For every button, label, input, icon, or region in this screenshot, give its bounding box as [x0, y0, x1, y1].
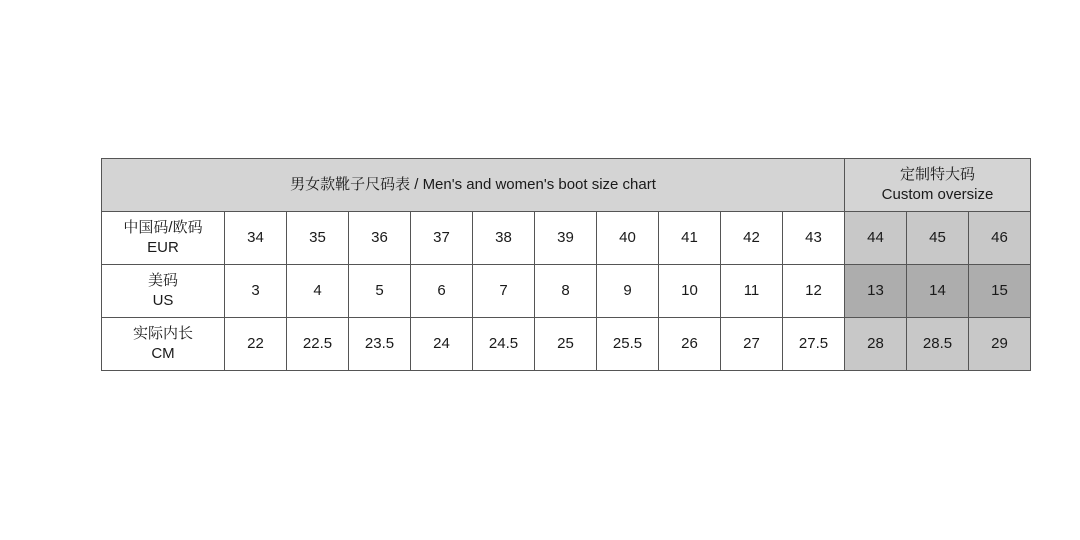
cell-eur-9: 43: [783, 212, 845, 265]
cell-us-1: 4: [287, 265, 349, 318]
cell-us-8: 11: [721, 265, 783, 318]
row-label-us-cn: 美码: [147, 271, 178, 289]
cell-us-0: 3: [225, 265, 287, 318]
cell-cm-11: 28.5: [907, 318, 969, 371]
cell-eur-12: 46: [969, 212, 1031, 265]
cell-eur-4: 38: [473, 212, 535, 265]
table-header-row: [102, 159, 1031, 212]
row-label-eur-cn: 中国码/欧码: [123, 218, 203, 236]
table-row-us: [102, 265, 1031, 318]
cell-cm-4: 24.5: [473, 318, 535, 371]
cell-us-9: 12: [783, 265, 845, 318]
cell-cm-1: 22.5: [287, 318, 349, 371]
cell-eur-0: 34: [225, 212, 287, 265]
cell-cm-6: 25.5: [597, 318, 659, 371]
cell-us-6: 9: [597, 265, 659, 318]
cell-eur-6: 40: [597, 212, 659, 265]
cell-us-5: 8: [535, 265, 597, 318]
cell-cm-12: 29: [969, 318, 1031, 371]
cell-us-4: 7: [473, 265, 535, 318]
cell-eur-11: 45: [907, 212, 969, 265]
row-label-us: [102, 265, 225, 318]
cell-us-12: 15: [969, 265, 1031, 318]
cell-us-3: 6: [411, 265, 473, 318]
row-label-cm-cn: 实际内长: [132, 324, 193, 342]
row-label-cm: [102, 318, 225, 371]
table-row-eur: [102, 212, 1031, 265]
custom-oversize-header-en: Custom oversize: [881, 186, 994, 203]
row-label-us-en: US: [152, 292, 174, 309]
cell-cm-0: 22: [225, 318, 287, 371]
cell-us-11: 14: [907, 265, 969, 318]
chart-title: 男女款靴子尺码表 / Men's and women's boot size chart: [102, 159, 845, 212]
cell-eur-3: 37: [411, 212, 473, 265]
cell-us-10: 13: [845, 265, 907, 318]
cell-cm-10: 28: [845, 318, 907, 371]
row-label-eur: [102, 212, 225, 265]
cell-cm-5: 25: [535, 318, 597, 371]
cell-cm-3: 24: [411, 318, 473, 371]
cell-eur-2: 36: [349, 212, 411, 265]
size-chart-table: [101, 158, 1031, 371]
cell-cm-7: 26: [659, 318, 721, 371]
row-label-cm-en: CM: [151, 345, 175, 362]
cell-cm-9: 27.5: [783, 318, 845, 371]
cell-eur-5: 39: [535, 212, 597, 265]
custom-oversize-header: [845, 159, 1031, 212]
table-row-cm: [102, 318, 1031, 371]
cell-eur-8: 42: [721, 212, 783, 265]
cell-us-2: 5: [349, 265, 411, 318]
cell-us-7: 10: [659, 265, 721, 318]
row-label-eur-en: EUR: [147, 239, 179, 256]
cell-eur-7: 41: [659, 212, 721, 265]
cell-cm-8: 27: [721, 318, 783, 371]
cell-eur-10: 44: [845, 212, 907, 265]
cell-eur-1: 35: [287, 212, 349, 265]
cell-cm-2: 23.5: [349, 318, 411, 371]
custom-oversize-header-cn: 定制特大码: [899, 165, 975, 183]
